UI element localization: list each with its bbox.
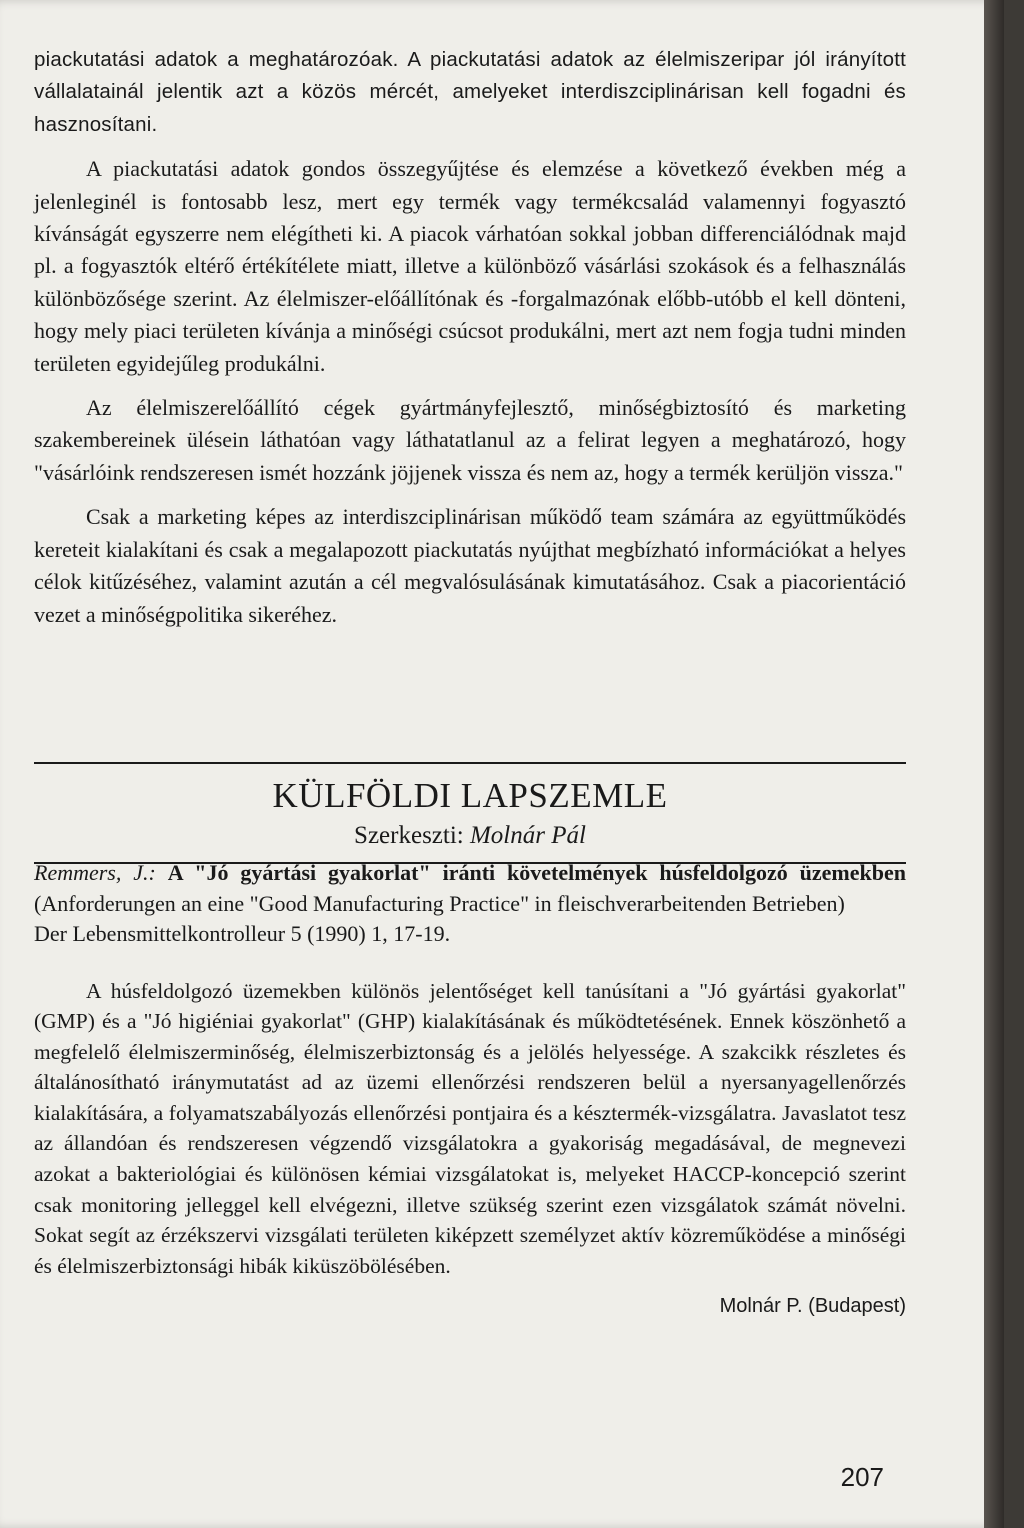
section-header	[34, 762, 906, 864]
review-signature: Molnár P. (Budapest)	[719, 1295, 906, 1318]
review-body: A húsfeldolgozó üzemekben különös jelentőséget kell tanúsítani a "Jó gyártási gyakorlat" (GMP) és a "Jó higiéniai gyakorlat" (GHP) kialakításának és működtetésének. Ennek köszönhető a megfelelő élelmiszerminőség, élelmiszerbiztonság és a jelölés helyessége. A szakcikk részletes és általánosítható iránymutatást ad az üzemi ellenőrzési rendszeren belül a nyersanyagellenőrzés kialakítására, a folyamatszabályozás ellenőrzési pontjaira és a késztermék-vizsgálatra. Javaslatot tesz az állandóan és rendszeresen végzendő vizsgálatokra a gyakoriság megadásával, de megnevezi azokat a bakteriológiai és különösen kémiai vizsgálatokat is, melyeket HACCP-koncepció szerint csak monitoring jelleggel kell elvégezni, illetve szükség szerint ezen vizsgálatok számát növelni. Sokat segít az érzékszervi vizsgálati területen kiképzett személyzet aktív közreműködése a minőségi és élelmiszerbiztonsági hibák kiküszöbölésében.	[34, 978, 906, 1278]
top-rule	[34, 762, 906, 764]
page-number: 207	[840, 1462, 884, 1492]
page-edge-shadow	[984, 0, 1004, 1528]
review-author: Remmers, J.:	[34, 860, 156, 885]
editor-name: Molnár Pál	[469, 822, 586, 849]
review-entry	[34, 858, 906, 1322]
paragraph-3: Az élelmiszerelőállító cégek gyártmányfejlesztő, minőségbiztosító és marketing szakembereinek ülésein láthatóan vagy láthatatlanul az a felirat legyen a meghatározó, hogy "vásárlóink rendszeresen ismét hozzánk jöjjenek vissza és nem az, hogy a termék kerüljön vissza."	[34, 395, 906, 485]
paragraph-1: piackutatási adatok a meghatározóak. A piackutatási adatok az élelmiszeripar jól irányított vállalatainál jelentik azt a közös mércét, amelyeket interdiszciplinárisan kell fogadni és hasznosítani.	[34, 48, 906, 136]
paragraph-2: A piackutatási adatok gondos összegyűjtése és elemzése a következő években még a jelenleginél is fontosabb lesz, mert egy termék vagy termékcsalád valamennyi fogyasztó kívánságát egyszerre nem elégítheti ki. A piacok várhatóan sokkal jobban differenciálódnak majd pl. a fogyasztók eltérő értékítélete miatt, illetve a különböző vásárlási szokások és a felhasználás különbözősége szerint. Az élelmiszer-előállítónak és -forgalmazónak előbb-utóbb el kell dönteni, hogy mely piaci területen kívánja a minőségi csúcsot produkálni, mert azt nem fogja tudni minden területen egyidejűleg produkálni.	[34, 156, 906, 376]
review-reference	[34, 858, 906, 919]
review-title: A "Jó gyártási gyakorlat" iránti követelmények húsfeldolgozó üzemekben	[167, 860, 906, 885]
review-subtitle: (Anforderungen an eine "Good Manufacturing Practice" in fleischverarbeitenden Betrieben)	[34, 890, 845, 916]
section-title: KÜLFÖLDI LAPSZEMLE	[272, 776, 668, 815]
article-continuation	[34, 44, 906, 631]
review-source: Der Lebensmittelkontrolleur 5 (1990) 1, 17-19.	[34, 921, 451, 946]
section-editor	[34, 820, 906, 852]
editor-label: Szerkeszti:	[354, 822, 464, 849]
paragraph-4: Csak a marketing képes az interdiszciplinárisan működő team számára az együttműködés kereteit kialakítani és csak a megalapozott piackutatás nyújthat megbízható információkat a helyes célok kitűzéséhez, valamint azután a cél megvalósulásának kimutatásához. Csak a piacorientáció vezet a minőségpolitika sikeréhez.	[34, 504, 906, 627]
